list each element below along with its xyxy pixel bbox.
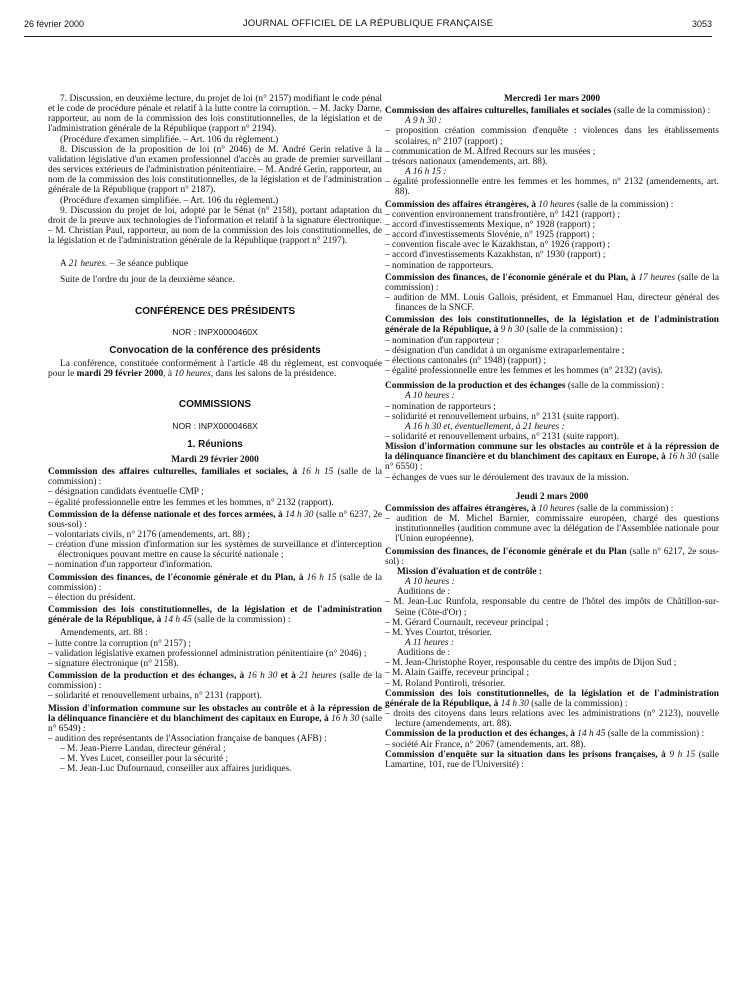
list-item: – validation législative examen professionnel administration pénitentiaire (n° 2046) ;	[48, 648, 367, 659]
block-production: Commission de la production et des échanges, à 16 h 30 et à 21 heures (salle de la commission) :	[48, 671, 382, 692]
list-item: – élections cantonales (n° 1948) (rapport) ;	[385, 355, 546, 366]
date-heading-mardi: Mardi 29 février 2000	[171, 454, 259, 465]
agenda-item-8-procedure: (Procédure d'examen simplifiée. – Art. 106 du règlement.)	[60, 195, 279, 206]
list-item: – signature électronique (n° 2158).	[48, 658, 179, 669]
time-label: A 10 heures :	[405, 577, 455, 588]
list-item: – solidarité et renouvellement urbains, n° 2131 (suite rapport).	[385, 432, 619, 442]
block-lois: Commission des lois constitutionnelles, de la législation et de l'administration générale de la République, à 14 h 45 (salle de la commission) :	[48, 605, 382, 626]
list-item: – égalité professionnelle entre les femmes et les hommes, n° 2132 (rapport).	[48, 497, 334, 508]
list-item: – accord d'investissements Mexique, n° 1928 (rapport) ;	[385, 219, 596, 230]
block-mission: Mission d'information commune sur les obstacles au contrôle et à la répression de la délinquance financière et du blanchiment des capitaux en Europe, à 16 h 30 (salle n° 6549) :	[48, 703, 383, 734]
list-affaires-etrangeres	[385, 210, 719, 271]
conference-nor: NOR : INPX0000460X	[172, 326, 258, 337]
list-item: – M. Gérard Cournault, receveur principal ;	[385, 617, 549, 628]
conference-title: CONFÉRENCE DES PRÉSIDENTS	[134, 305, 296, 317]
auditions-label: Auditions de :	[397, 648, 451, 659]
list-item: – M. Roland Pontiroli, trésorier.	[385, 678, 506, 689]
reunions-heading: 1. Réunions	[187, 438, 243, 450]
block-lois-jeudi: Commission des lois constitutionnelles, de la législation et de l'administration générale de la République, à 14 h 30 (salle de la commission) :	[385, 688, 719, 709]
list-affaires-culturelles	[48, 487, 382, 507]
block-commission-enquete: Commission d'enquête sur la situation dans les prisons françaises, à 9 h 15 (salle Lamartine, 101, rue de l'Université) :	[385, 749, 720, 770]
convocation-text: La conférence, constituée conformément à l'article 48 du règlement, est convoquée pour le mardi 29 février 2000, à 10 heures, dans les salons de la présidence.	[48, 359, 382, 380]
list-item: – élection du président.	[48, 592, 136, 603]
seance-line: A 21 heures. – 3e séance publique	[60, 259, 189, 270]
block-finances-mercredi: Commission des finances, de l'économie générale et du Plan, à 17 heures (salle de la commission) :	[385, 272, 719, 293]
list-item: – M. Yves Courtot, trésorier.	[385, 627, 492, 638]
list-item: – M. Jean-Luc Runfola, responsable du centre de l'hôtel des impôts de Châtillon-sur-Seine (Côte-d'Or) ;	[385, 597, 719, 618]
list-item: – communication de M. Alfred Recours sur les musées ;	[385, 146, 596, 157]
block-defense: Commission de la défense nationale et des forces armées, à 14 h 30 (salle n° 6237, 2e sous-sol) :	[48, 509, 383, 530]
mission-evaluation-label: Mission d'évaluation et de contrôle :	[397, 566, 543, 577]
list-item: – droits des citoyens dans leurs relations avec les administrations (n° 2123), nouvelle lecture (amendements, art. 88).	[385, 709, 719, 730]
date-heading-jeudi: Jeudi 2 mars 2000	[515, 491, 589, 502]
agenda-item-9: 9. Discussion du projet de loi, adopté par le Sénat (n° 2158), portant adaptation du droit de la preuve aux technologies de l'information et relatif à la signature électronique. – M. Christian Paul, rapporteur, au nom de la commission des lois constitutionnelles, de la législation et de l'administration générale de la République (rapport n° 2197).	[48, 205, 382, 247]
amendements-label: Amendements, art. 88 :	[60, 628, 148, 639]
left-column	[48, 94, 382, 775]
list-item: – nomination d'un rapporteur d'information.	[48, 560, 213, 571]
journal-title: JOURNAL OFFICIEL DE LA RÉPUBLIQUE FRANÇAISE	[242, 18, 494, 29]
time-label: A 9 h 30 :	[405, 116, 442, 127]
list-item: – nomination de rapporteurs ;	[385, 401, 496, 412]
block-affaires-culturelles: Commission des affaires culturelles, familiales et sociales, à 16 h 15 (salle de la commission) :	[48, 467, 383, 488]
list-item: – M. Jean-Luc Dufournaud, conseiller aux affaires juridiques.	[60, 764, 292, 775]
list-item: – volontariats civils, n° 2176 (amendements, art. 88) ;	[48, 530, 250, 540]
seance-suite: Suite de l'ordre du jour de la deuxième séance.	[60, 274, 235, 285]
block-production-mercredi: Commission de la production et des échanges (salle de la commission) :	[385, 381, 665, 392]
list-item: – égalité professionnelle entre les femmes et les hommes, n° 2132 (amendements, art. 88).	[385, 177, 719, 198]
header-rule	[24, 36, 712, 37]
right-column	[385, 94, 719, 770]
block-affaires-culturelles-mercredi: Commission des affaires culturelles, familiales et sociales (salle de la commission) :	[385, 106, 711, 117]
list-item: – solidarité et renouvellement urbains, n° 2131 (suite rapport).	[385, 411, 619, 422]
header-date: 26 février 2000	[24, 19, 85, 29]
list-item: – égalité professionnelle entre les femmes et les hommes (n° 2132) (avis).	[385, 366, 663, 377]
list-item: – convention fiscale avec le Kazakhstan, n° 1926 (rapport) ;	[385, 240, 611, 251]
list-lois-mercredi	[385, 336, 719, 377]
list-lois	[48, 639, 382, 669]
list-item: – M. Alain Gaiffe, receveur principal ;	[385, 668, 530, 679]
list-item: – société Air France, n° 2067 (amendements, art. 88).	[385, 739, 586, 750]
list-item: – trésors nationaux (amendements, art. 88).	[385, 156, 548, 167]
list-item: – proposition création commission d'enquête : violences dans les établissements scolaires, n° 2107 (rapport) ;	[385, 126, 719, 147]
agenda-item-7-procedure: (Procédure d'examen simplifiée. – Art. 106 du règlement.)	[60, 134, 279, 145]
commissions-nor: NOR : INPX0000468X	[172, 420, 258, 431]
block-finances: Commission des finances, de l'économie générale et du Plan, à 16 h 15 (salle de la commission) :	[48, 572, 383, 593]
list-item: – nomination de rapporteurs.	[385, 260, 494, 271]
block-mission-mercredi: Mission d'information commune sur les obstacles au contrôle et à la répression de la délinquance financière et du blanchiment des capitaux en Europe, à 16 h 30 (salle n° 6550) :	[385, 442, 720, 473]
time-label: A 11 heures :	[405, 637, 455, 648]
convocation-title: Convocation de la conférence des présidents	[109, 344, 321, 356]
date-heading-mercredi: Mercredi 1er mars 2000	[503, 94, 601, 104]
block-lois-mercredi: Commission des lois constitutionnelles, de la législation et de l'administration générale de la République, à 9 h 30 (salle de la commission) :	[385, 315, 719, 336]
list-item: – audition de M. Michel Barnier, commissaire européen, chargé des questions institutionnelles (audition commune avec la délégation de l'Assemblée nationale pour l'Union européenne).	[385, 514, 719, 545]
list-item: – nomination d'un rapporteur ;	[385, 335, 500, 346]
list-item: – accord d'investissements Kazakhstan, n° 1930 (rapport) ;	[385, 250, 606, 261]
commissions-title: COMMISSIONS	[178, 399, 252, 411]
list-item: – audition de MM. Louis Gallois, président, et Emmanuel Hau, directeur général des finances de la SNCF.	[385, 292, 719, 314]
auditions-label: Auditions de :	[397, 587, 451, 598]
block-affaires-etrangeres-jeudi: Commission des affaires étrangères, à 10 heures (salle de la commission) :	[385, 503, 674, 514]
list-item: – désignation candidats éventuelle CMP ;	[48, 487, 204, 498]
list-item: – convention environnement transfrontière, n° 1421 (rapport) ;	[385, 209, 620, 220]
time-label: A 10 heures :	[405, 391, 455, 402]
list-item: – M. Yves Lucet, conseiller pour la sécurité ;	[60, 754, 228, 765]
list-item: – audition des représentants de l'Association française de banques (AFB) :	[48, 733, 327, 744]
page-number: 3053	[691, 19, 712, 29]
list-item: – M. Jean-Pierre Landau, directeur général ;	[60, 744, 226, 755]
agenda-item-7: 7. Discussion, en deuxième lecture, du projet de loi (n° 2157) modifiant le code pénal et le code de procédure pénale et relatif à la lutte contre la corruption. – M. Jacky Darne, rapporteur, au nom de la commission des lois constitutionnelles, de la législation et de l'administration générale de la République (rapport n° 2194).	[48, 94, 382, 135]
page-header	[24, 19, 712, 35]
list-item: – lutte contre la corruption (n° 2157) ;	[48, 638, 192, 649]
agenda-item-8: 8. Discussion de la proposition de loi (n° 2046) de M. André Gerin relative à la validation législative d'un examen professionnel d'accès au grade de premier surveillant des services extérieurs de l'administration pénitentiaire. – M. André Gerin, rapporteur, au nom de la commission des lois constitutionnelles, de la législation et de l'administration générale de la République (rapport n° 2187).	[48, 144, 382, 196]
list-item: – échanges de vues sur le déroulement des travaux de la mission.	[385, 472, 629, 483]
time-label: A 16 h 15 :	[405, 167, 447, 178]
block-production-jeudi: Commission de la production et des échanges, à 14 h 45 (salle de la commission) :	[385, 729, 705, 740]
list-defense	[48, 530, 382, 571]
block-affaires-etrangeres-mercredi: Commission des affaires étrangères, à 10 heures (salle de la commission) :	[385, 199, 674, 210]
list-mission-sub	[48, 744, 382, 774]
block-finances-jeudi: Commission des finances, de l'économie générale et du Plan (salle n° 6217, 2e sous-sol) :	[385, 546, 719, 567]
list-item: – M. Jean-Christophe Royer, responsable du centre des impôts de Dijon Sud ;	[385, 658, 677, 669]
list-item: – désignation d'un candidat à un organisme extraparlementaire ;	[385, 345, 625, 356]
list-item: – accord d'investissements Slovénie, n° 1925 (rapport) ;	[385, 230, 595, 241]
list-item: – création d'une mission d'information sur les systèmes de surveillance et d'interception électroniques pouvant mettre en cause la sécurité nationale ;	[48, 540, 382, 561]
time-label: A 16 h 30 et, éventuellement, à 21 heures :	[405, 421, 565, 432]
list-item: – solidarité et renouvellement urbains, n° 2131 (rapport).	[48, 691, 262, 702]
